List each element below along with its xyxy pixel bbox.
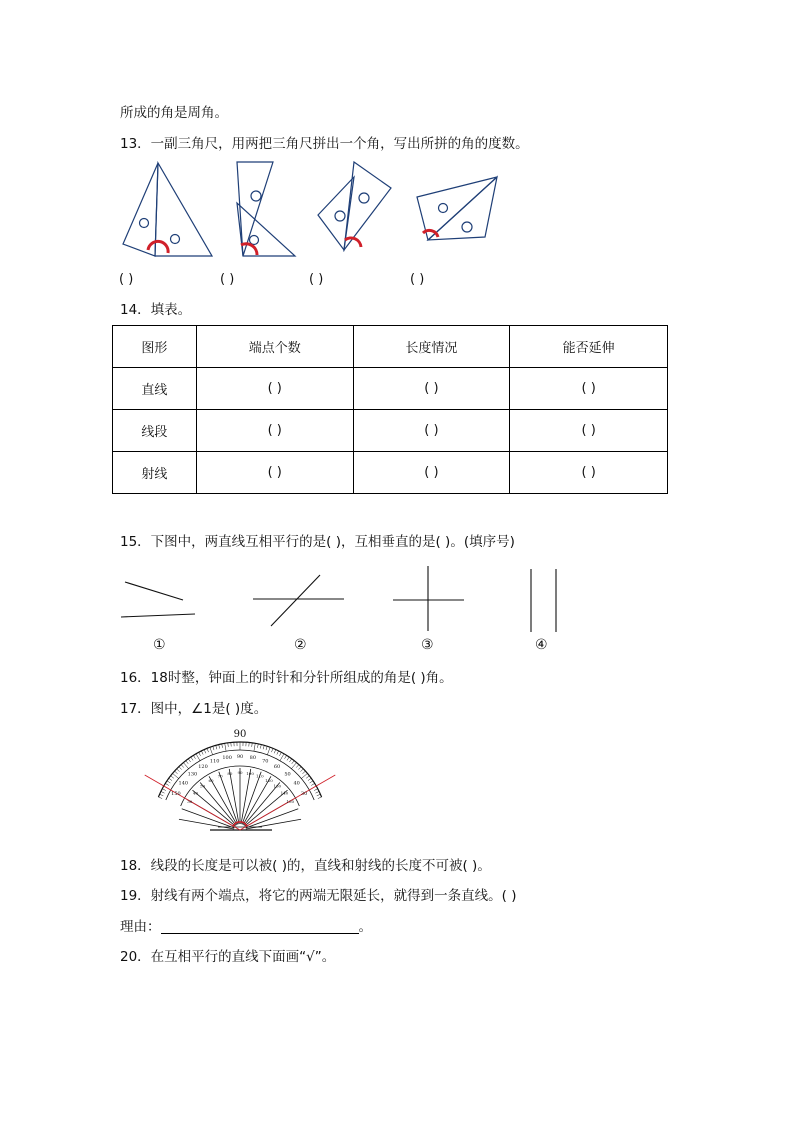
question-17-text: 17．图中，∠1是( )度。 [120, 701, 268, 717]
protractor-tick [296, 765, 299, 768]
protractor-tick [263, 745, 264, 749]
protractor-tick [201, 751, 203, 755]
protractor-tick [216, 745, 217, 749]
question-16-text: 16．18时整，钟面上的时针和分针所组成的角是( )角。 [120, 670, 453, 686]
protractor-inner-label: 40 [193, 790, 199, 796]
protractor-tick [267, 747, 270, 755]
protractor-tick [207, 748, 208, 752]
protractor-tick [292, 761, 294, 764]
protractor-tick [302, 771, 305, 774]
protractor-outer-label: 120 [198, 763, 208, 770]
protractor-tick [158, 797, 162, 798]
answer-cell[interactable]: ( ) [510, 368, 668, 410]
table-row [113, 410, 668, 452]
protractor-tick [260, 745, 261, 749]
triangle-rulers-figure [115, 158, 515, 258]
protractor-tick [317, 794, 321, 796]
protractor-tick [285, 755, 287, 758]
protractor-tick [222, 744, 223, 748]
protractor-inner-label: 110 [256, 773, 264, 779]
protractor-tick [311, 783, 314, 785]
question-19-text: 19．射线有两个端点，将它的两端无限延长，就得到一条直线。( ) [120, 888, 517, 904]
protractor-inner-label: 90 [237, 770, 243, 775]
intro-line: 所成的角是周角。 [120, 105, 228, 121]
protractor-tick [199, 752, 201, 756]
protractor-tick [167, 781, 170, 783]
table-row [113, 368, 668, 410]
protractor-tick [310, 781, 313, 783]
protractor-outer-label: 60 [273, 763, 281, 770]
reason-end: 。 [358, 919, 372, 935]
protractor-tick [161, 791, 165, 793]
protractor-figure [148, 726, 338, 832]
protractor-inner-label: 130 [273, 783, 282, 789]
question-13-text: 13．一副三角尺，用两把三角尺拼出一个角，写出所拼的角的度数。 [120, 136, 529, 152]
protractor-inner-label: 120 [265, 777, 273, 783]
answer-cell[interactable]: ( ) [353, 368, 510, 410]
table-header-row [113, 326, 668, 368]
protractor-tick [175, 771, 178, 774]
protractor-tick [219, 745, 220, 749]
question-15-text: 15．下图中，两直线互相平行的是( )，互相垂直的是( )。(填序号) [120, 534, 515, 550]
protractor-outer-label: 150 [171, 791, 181, 797]
figure-label-2: ② [294, 637, 307, 653]
answer-cell[interactable]: ( ) [196, 368, 353, 410]
header-endpoints: 端点个数 [196, 326, 353, 368]
protractor-radial-line [229, 769, 239, 824]
line-pairs-figure [115, 562, 575, 637]
protractor-tick [277, 751, 279, 755]
protractor-radial-line [241, 769, 251, 824]
q19-reason-line [120, 918, 372, 936]
table-row [113, 452, 668, 494]
protractor-tick [318, 797, 322, 798]
protractor-inner-label: 50 [200, 783, 206, 789]
row-label: 直线 [113, 368, 197, 410]
protractor-tick [308, 778, 311, 780]
protractor-tick [287, 757, 289, 760]
answer-cell[interactable]: ( ) [510, 410, 668, 452]
protractor-tick [160, 794, 164, 796]
reason-blank[interactable] [161, 919, 359, 934]
answer-cell[interactable]: ( ) [196, 410, 353, 452]
protractor-inner-label: 80 [227, 770, 233, 776]
protractor-outer-label: 100 [222, 755, 232, 762]
protractor-tick [279, 752, 281, 756]
figure-label-3: ③ [421, 637, 434, 653]
protractor-inner-label: 140 [280, 790, 289, 796]
answer-cell[interactable]: ( ) [353, 410, 510, 452]
protractor-tick [306, 776, 309, 778]
protractor-tick [254, 743, 255, 751]
protractor-tick [179, 767, 182, 770]
protractor-tick [274, 750, 276, 754]
q13-answer-4[interactable]: ( ) [410, 272, 425, 287]
triangle-pair-1 [123, 163, 212, 256]
row-label: 线段 [113, 410, 197, 452]
reason-label: 理由： [120, 919, 161, 935]
triangle-pair-2 [237, 162, 295, 256]
protractor-inner-label: 100 [246, 770, 254, 776]
protractor-tick [188, 759, 190, 762]
q13-answer-2[interactable]: ( ) [220, 272, 235, 287]
protractor-tick [181, 765, 184, 768]
protractor-inner-label: 60 [208, 777, 214, 783]
protractor-tick [193, 755, 195, 758]
protractor-outer-label: 70 [262, 758, 269, 765]
protractor-tick [162, 789, 166, 791]
protractor-tick [289, 759, 291, 762]
q13-answer-3[interactable]: ( ) [309, 272, 324, 287]
question-20-text: 20．在互相平行的直线下面画“√”。 [120, 949, 336, 965]
protractor-inner-label: 30 [187, 799, 193, 804]
protractor-outer-label: 90 [236, 754, 244, 760]
protractor-tick [266, 746, 267, 750]
protractor-tick [228, 743, 229, 747]
protractor-center-label: 90 [233, 729, 247, 740]
protractor-tick [257, 744, 258, 748]
fill-table [112, 325, 668, 494]
protractor-tick [213, 746, 214, 750]
protractor-tick [196, 754, 200, 761]
answer-cell[interactable]: ( ) [196, 452, 353, 494]
fig1-line-a [125, 582, 183, 600]
protractor-outer-label: 40 [293, 780, 300, 787]
protractor-tick [204, 750, 206, 754]
protractor-outer-label: 140 [178, 780, 189, 787]
protractor-tick [271, 748, 272, 752]
protractor-tick [314, 789, 318, 791]
protractor-tick [300, 769, 303, 772]
answer-cell[interactable]: ( ) [353, 452, 510, 494]
protractor-radial-line [179, 819, 234, 829]
protractor-outer-label: 50 [284, 771, 291, 778]
protractor-radial-line [246, 819, 301, 829]
protractor-tick [191, 757, 193, 760]
q13-answer-1[interactable]: ( ) [119, 272, 134, 287]
answer-cell[interactable]: ( ) [510, 452, 668, 494]
protractor-outer-label: 80 [249, 755, 257, 762]
triangle-pair-4 [417, 177, 497, 240]
protractor-tick [280, 754, 284, 761]
protractor-tick [225, 743, 226, 751]
header-extend: 能否延伸 [510, 326, 668, 368]
protractor-inner-label: 70 [217, 773, 223, 779]
protractor-inner-label: 150 [286, 799, 295, 804]
protractor-tick [298, 767, 301, 770]
protractor-tick [315, 791, 319, 793]
triangle-pair-3 [318, 162, 391, 250]
header-shape: 图形 [113, 326, 197, 368]
protractor-tick [210, 747, 213, 755]
figure-label-1: ① [153, 637, 166, 653]
protractor-outer-label: 30 [300, 791, 308, 797]
protractor-tick [165, 783, 168, 785]
question-18-text: 18．线段的长度是可以被( )的，直线和射线的长度不可被( )。 [120, 858, 491, 874]
fig2-line-b [271, 575, 320, 626]
protractor-tick [169, 778, 172, 780]
protractor-tick [177, 769, 180, 772]
protractor-tick [171, 776, 174, 778]
protractor-tick [186, 761, 188, 764]
protractor-outer-label: 110 [209, 758, 220, 765]
row-label: 射线 [113, 452, 197, 494]
fig1-line-b [121, 614, 195, 617]
question-14-text: 14．填表。 [120, 302, 192, 318]
protractor-outer-label: 130 [187, 771, 198, 778]
header-length: 长度情况 [353, 326, 510, 368]
protractor-tick [252, 743, 253, 747]
figure-label-4: ④ [535, 637, 548, 653]
